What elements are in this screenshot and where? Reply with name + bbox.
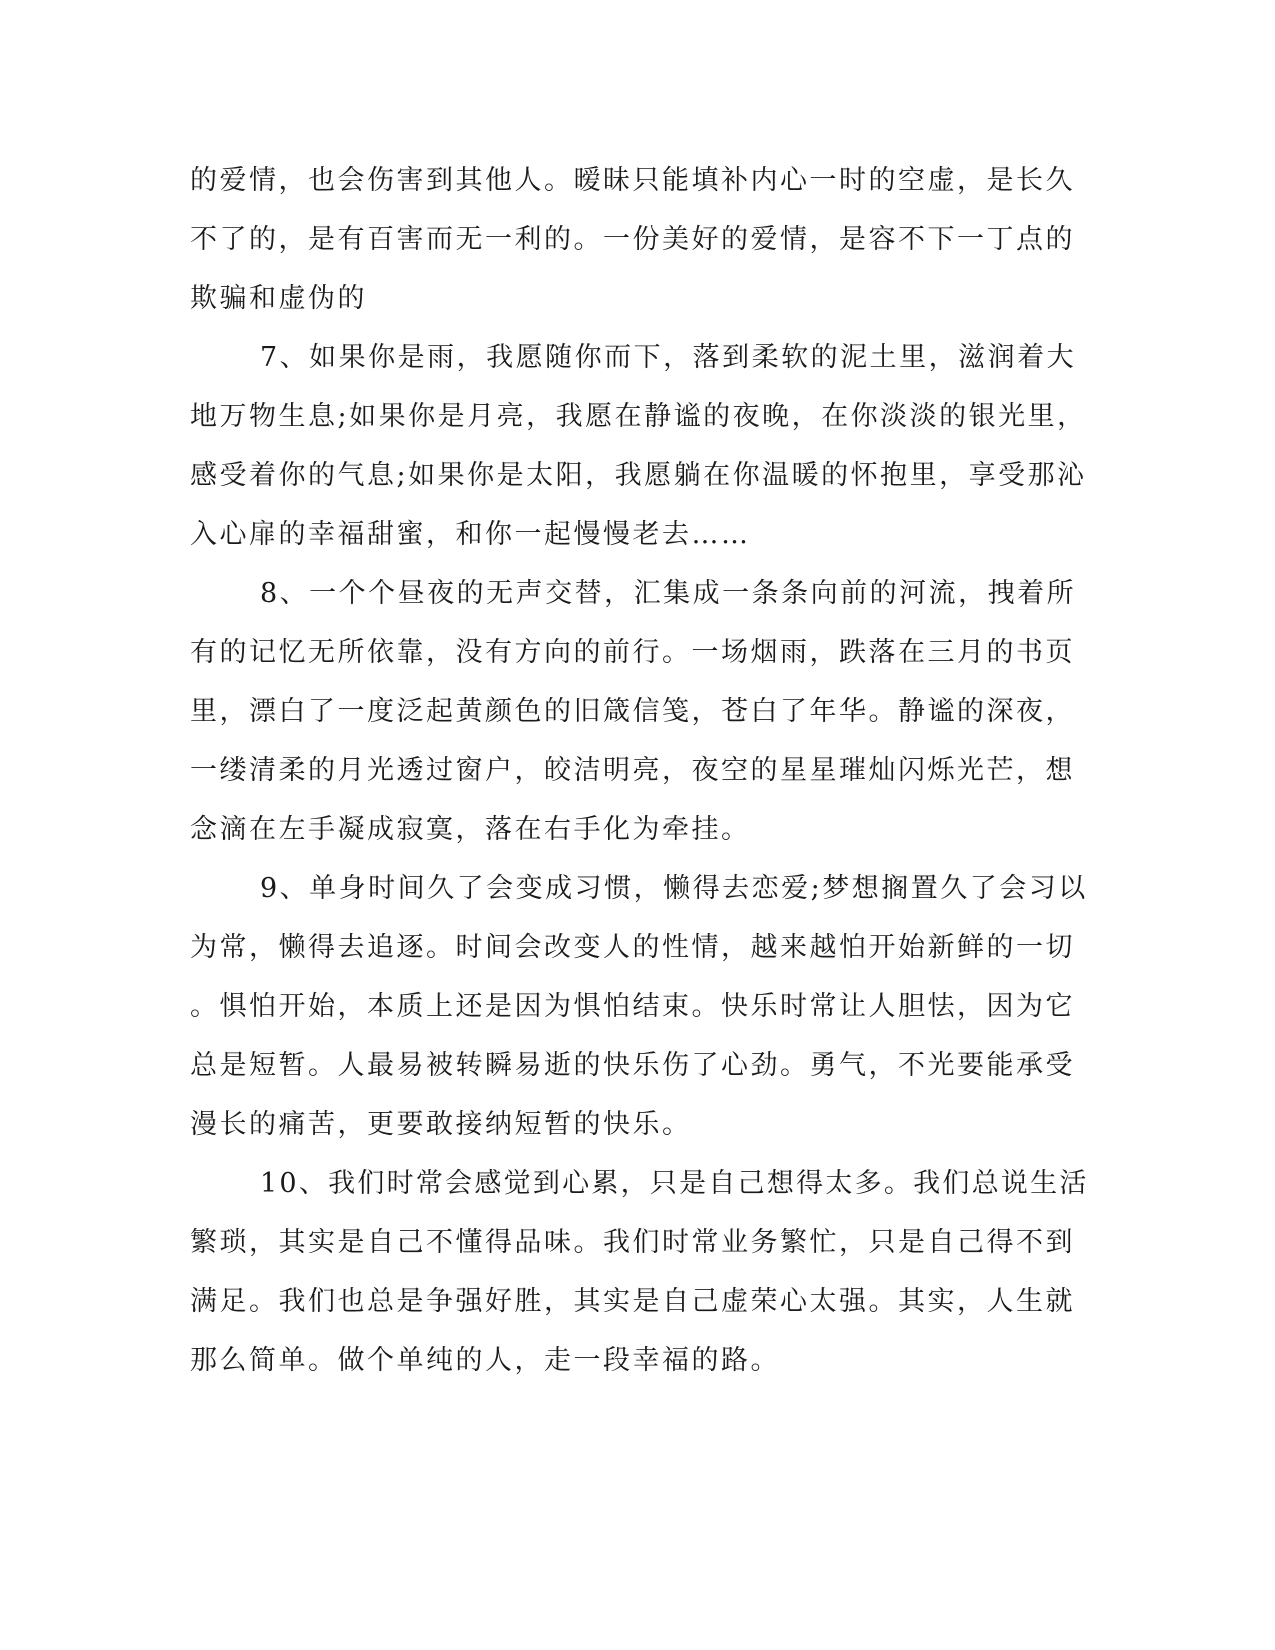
paragraph-9-line-2: 为常，懒得去追逐。时间会改变人的性情，越来越怕开始新鲜的一切: [190, 932, 1075, 963]
paragraph-10-line-3: 满足。我们也总是争强好胜，其实是自己虚荣心太强。其实，人生就: [190, 1286, 1075, 1317]
paragraph-6-line-1: 的爱情，也会伤害到其他人。暧昧只能填补内心一时的空虚，是长久: [190, 165, 1075, 196]
paragraph-7-line-1: 7、如果你是雨，我愿随你而下，落到柔软的泥土里，滋润着大: [260, 342, 1077, 373]
paragraph-9-line-4: 总是短暂。人最易被转瞬易逝的快乐伤了心劲。勇气，不光要能承受: [190, 1050, 1075, 1081]
paragraph-9-line-1: 9、单身时间久了会变成习惯，懒得去恋爱;梦想搁置久了会习以: [260, 873, 1088, 904]
paragraph-8-line-4: 一缕清柔的月光透过窗户，皎洁明亮，夜空的星星璀灿闪烁光芒，想: [190, 755, 1075, 786]
paragraph-8-line-1: 8、一个个昼夜的无声交替，汇集成一条条向前的河流，拽着所: [260, 578, 1077, 609]
paragraph-8-line-2: 有的记忆无所依靠，没有方向的前行。一场烟雨，跌落在三月的书页: [190, 637, 1075, 668]
paragraph-7-line-2: 地万物生息;如果你是月亮，我愿在静谧的夜晚，在你淡淡的银光里，: [190, 401, 1087, 432]
paragraph-9-line-3: 。惧怕开始，本质上还是因为惧怕结束。快乐时常让人胆怯，因为它: [190, 991, 1075, 1022]
paragraph-8-line-5: 念滴在左手凝成寂寞，落在右手化为牵挂。: [190, 814, 751, 845]
paragraph-6-line-2: 不了的，是有百害而无一利的。一份美好的爱情，是容不下一丁点的: [190, 224, 1075, 255]
paragraph-7-line-3: 感受着你的气息;如果你是太阳，我愿躺在你温暖的怀抱里，享受那沁: [190, 460, 1087, 491]
paragraph-7-line-4: 入心扉的幸福甜蜜，和你一起慢慢老去……: [190, 519, 751, 550]
paragraph-6-line-3: 欺骗和虚伪的: [190, 283, 367, 314]
paragraph-9-line-5: 漫长的痛苦，更要敢接纳短暂的快乐。: [190, 1109, 692, 1140]
paragraph-10-line-4: 那么简单。做个单纯的人，走一段幸福的路。: [190, 1345, 780, 1376]
paragraph-10-line-2: 繁琐，其实是自己不懂得品味。我们时常业务繁忙，只是自己得不到: [190, 1227, 1075, 1258]
paragraph-8-line-3: 里，漂白了一度泛起黄颜色的旧箴信笺，苍白了年华。静谧的深夜，: [190, 696, 1075, 727]
paragraph-10-line-1: 10、我们时常会感觉到心累，只是自己想得太多。我们总说生活: [260, 1168, 1089, 1199]
